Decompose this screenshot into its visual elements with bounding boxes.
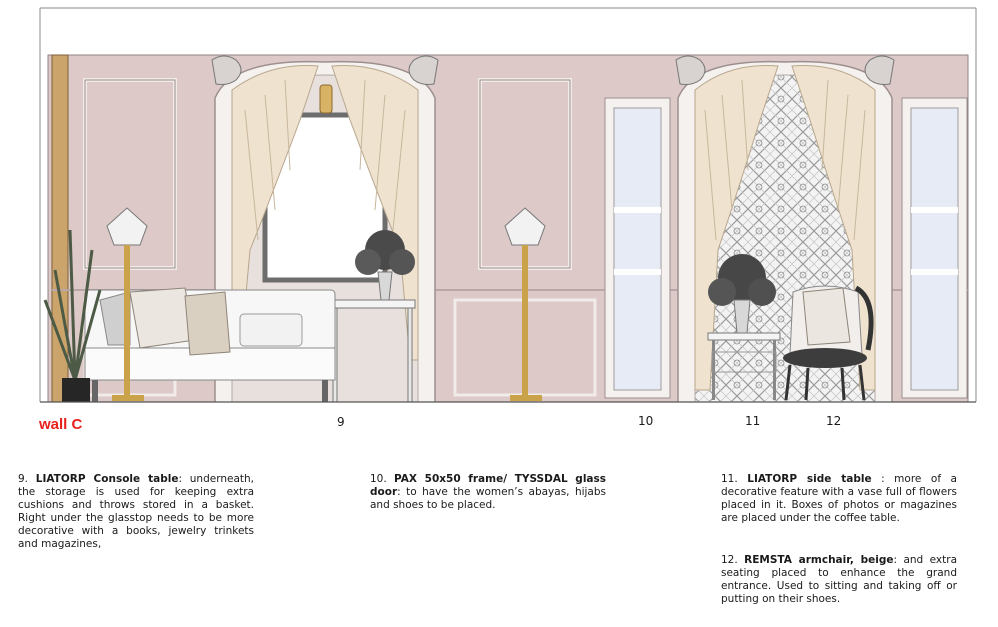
note-title: LIATORP Console table [35,473,179,485]
note-title: LIATORP side table [747,473,872,485]
note-body: : and extra seating placed to enhance the grand entrance. Used to sitting and taking off or putting on their shoes. [721,554,958,605]
note-number: 12. [721,554,738,566]
note-item-12 [721,554,957,606]
note-number: 10. [370,473,387,485]
note-number: 11. [721,473,738,485]
callout-12: 12 [826,414,842,428]
note-item-9 [18,473,254,551]
note-item-10 [370,473,606,512]
pax-glass-door-right [902,98,967,398]
wall-title: wall C [39,416,83,433]
note-body: : underneath, the storage is used for keeping extra cushions and throws stored in a basket. Right under the glasstop needs to be more decorative with a books, jewelry trinkets and magazines, [18,473,254,550]
note-body: : to have the women’s abayas, hijabs and shoes to be placed. [370,486,606,511]
note-title: REMSTA armchair, beige [744,554,894,566]
note-number: 9. [18,473,29,485]
pax-glass-door-left [605,98,670,398]
note-item-11 [721,473,957,525]
callout-9: 9 [337,415,345,429]
note-title: PAX 50x50 frame/ TYSSDAL glass door [370,473,606,498]
callout-10: 10 [638,414,654,428]
callout-11: 11 [745,414,761,428]
note-body: : more of a decorative feature with a vase full of flowers placed in it. Boxes of photos or magazines are placed under the coffee table. [721,473,957,524]
